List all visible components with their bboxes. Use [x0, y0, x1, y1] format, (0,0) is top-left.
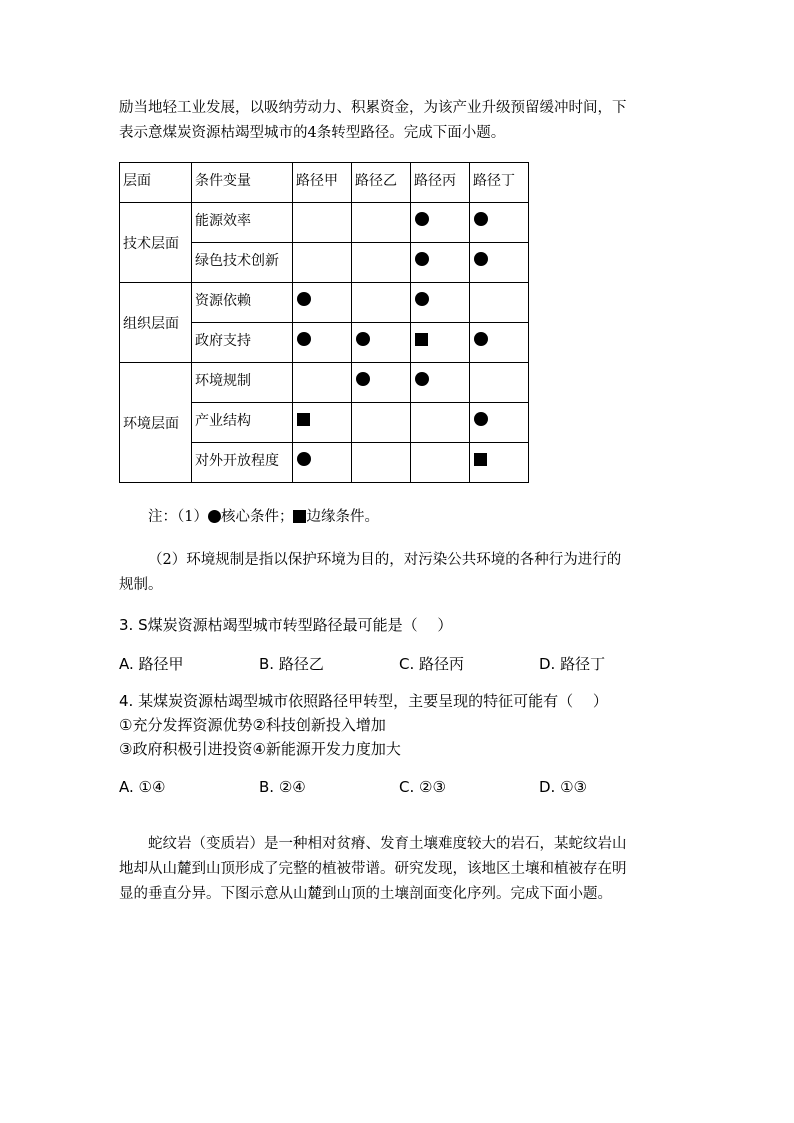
path-mark-cell [470, 283, 529, 323]
q3-option-a[interactable]: A. 路径甲 [119, 655, 184, 673]
passage-line-2: 地却从山麓到山顶形成了完整的植被带谱。研究发现，该地区土壤和植被存在明 [119, 861, 627, 877]
passage-line-1: 蛇纹岩（变质岩）是一种相对贫瘠、发育土壤难度较大的岩石，某蛇纹岩山 [148, 836, 627, 852]
table-row [120, 363, 529, 403]
header-cell: 路径丁 [473, 173, 515, 189]
path-mark-cell [352, 283, 411, 323]
q4-statement-line-1: ①充分发挥资源优势②科技创新投入增加 [119, 716, 386, 734]
path-mark-cell [470, 443, 529, 483]
path-mark-cell [411, 443, 470, 483]
q3-option-d[interactable]: D. 路径丁 [539, 655, 606, 673]
path-mark-cell [470, 323, 529, 363]
edge-condition-icon [297, 413, 310, 426]
path-mark-cell [411, 203, 470, 243]
core-condition-icon [474, 332, 488, 346]
intro-line-2: 表示意煤炭资源枯竭型城市的4条转型路径。完成下面小题。 [119, 125, 506, 141]
core-condition-icon [297, 332, 311, 346]
core-condition-icon [474, 212, 488, 226]
intro-line-1: 励当地轻工业发展，以吸纳劳动力、积累资金，为该产业升级预留缓冲时间，下 [119, 100, 627, 116]
core-condition-icon [356, 332, 370, 346]
path-mark-cell [411, 283, 470, 323]
header-cell: 路径丙 [414, 173, 456, 189]
path-mark-cell [352, 203, 411, 243]
core-condition-icon [297, 292, 311, 306]
table-header-row [120, 163, 529, 203]
q3-option-c[interactable]: C. 路径丙 [399, 655, 465, 673]
path-mark-cell [411, 243, 470, 283]
path-mark-cell [470, 203, 529, 243]
variable-label: 政府支持 [195, 333, 251, 349]
path-mark-cell [352, 443, 411, 483]
q3-option-b[interactable]: B. 路径乙 [259, 655, 324, 673]
path-mark-cell [293, 363, 352, 403]
transition-path-table [119, 162, 529, 483]
variable-label: 资源依赖 [195, 293, 251, 309]
core-condition-icon [415, 292, 429, 306]
group-label: 环境层面 [123, 415, 179, 432]
q4-option-b[interactable]: B. ②④ [259, 778, 306, 796]
core-condition-label: 核心条件； [220, 509, 294, 525]
variable-label: 对外开放程度 [195, 453, 279, 469]
edge-condition-icon [474, 453, 487, 466]
path-mark-cell [470, 403, 529, 443]
q4-statement-line-2: ③政府积极引进投资④新能源开发力度加大 [119, 740, 401, 758]
path-mark-cell [293, 403, 352, 443]
path-mark-cell [352, 323, 411, 363]
q4-option-c[interactable]: C. ②③ [399, 778, 446, 796]
path-mark-cell [293, 283, 352, 323]
edge-condition-icon [415, 333, 428, 346]
core-condition-icon [474, 412, 488, 426]
table-row [120, 283, 529, 323]
variable-label: 环境规制 [195, 373, 251, 389]
core-condition-icon [208, 510, 221, 523]
path-mark-cell [352, 403, 411, 443]
path-mark-cell [293, 323, 352, 363]
edge-condition-label: 边缘条件。 [306, 509, 379, 525]
path-mark-cell [411, 323, 470, 363]
path-mark-cell [470, 243, 529, 283]
table-row [120, 203, 529, 243]
path-mark-cell [411, 403, 470, 443]
q4-option-d[interactable]: D. ①③ [539, 778, 587, 796]
path-mark-cell [293, 443, 352, 483]
path-mark-cell [293, 243, 352, 283]
header-cell: 路径甲 [296, 173, 338, 189]
core-condition-icon [415, 212, 429, 226]
table-note-2b: 规制。 [119, 577, 163, 593]
table-note-2a: （2）环境规制是指以保护环境为目的，对污染公共环境的各种行为进行的 [148, 552, 622, 568]
core-condition-icon [297, 452, 311, 466]
q4-option-a[interactable]: A. ①④ [119, 778, 166, 796]
path-mark-cell [411, 363, 470, 403]
passage-line-3: 显的垂直分异。下图示意从山麓到山顶的土壤剖面变化序列。完成下面小题。 [119, 886, 612, 902]
core-condition-icon [356, 372, 370, 386]
header-cell: 条件变量 [195, 173, 251, 189]
variable-label: 绿色技术创新 [195, 253, 279, 269]
variable-label: 能源效率 [195, 213, 251, 229]
header-cell: 层面 [123, 173, 151, 189]
core-condition-icon [415, 252, 429, 266]
path-mark-cell [470, 363, 529, 403]
path-mark-cell [352, 363, 411, 403]
edge-condition-icon [293, 510, 306, 523]
group-label: 组织层面 [123, 315, 179, 332]
group-label: 技术层面 [123, 235, 179, 252]
question-4-stem: 4. 某煤炭资源枯竭型城市依照路径甲转型，主要呈现的特征可能有（ ） [119, 692, 608, 710]
note-prefix: 注：（1） [148, 509, 208, 525]
path-mark-cell [293, 203, 352, 243]
header-cell: 路径乙 [355, 173, 397, 189]
path-mark-cell [352, 243, 411, 283]
core-condition-icon [415, 372, 429, 386]
variable-label: 产业结构 [195, 413, 251, 429]
table-note-1 [148, 506, 379, 528]
core-condition-icon [474, 252, 488, 266]
question-3-stem: 3. S煤炭资源枯竭型城市转型路径最可能是（ ） [119, 616, 453, 634]
